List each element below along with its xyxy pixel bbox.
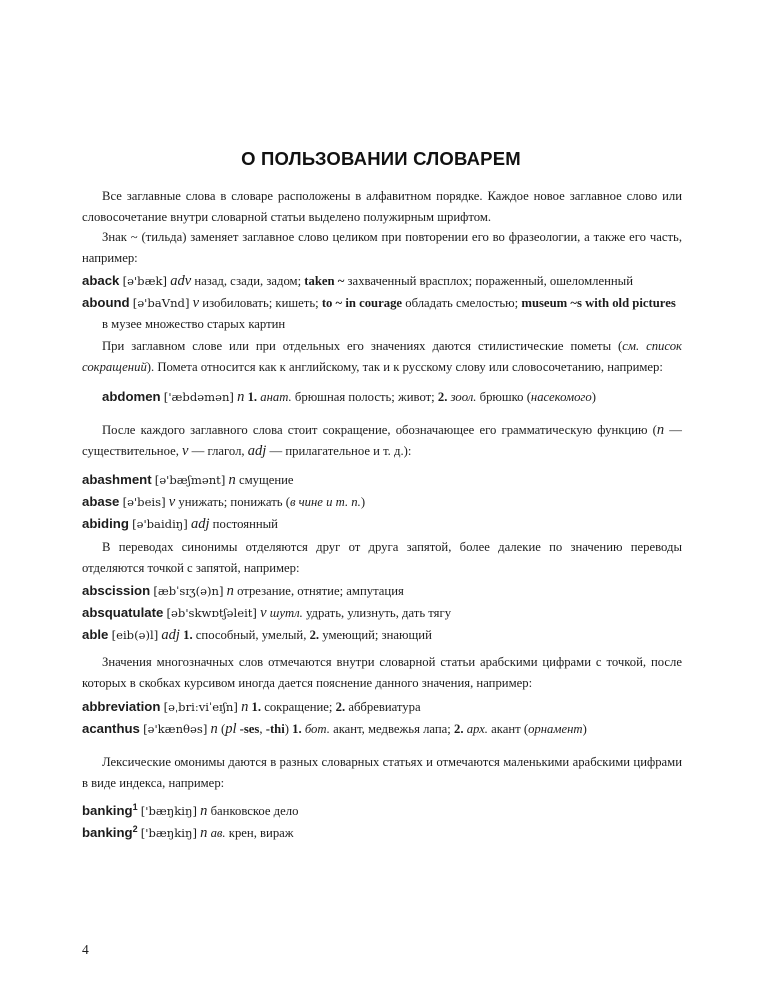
sense-number: 1. (247, 390, 258, 404)
entry-abdomen (82, 386, 682, 408)
abbr-n: n (656, 422, 665, 438)
usage-label: орнамент (528, 722, 583, 736)
para3-b: — существительное, (82, 423, 682, 458)
plural-form: -thi (265, 722, 285, 736)
para2-end: ). Помета относится как к английскому, так и к русскому слову или словосочетанию, например: (146, 359, 663, 374)
sense-number: 1. (183, 628, 193, 642)
translation: ) (360, 495, 366, 509)
para2-italic: см. список сокращений (82, 339, 682, 374)
translation: ) (591, 390, 596, 404)
headword: acanthus (82, 721, 140, 736)
entry-group-6 (82, 800, 682, 844)
para5-text: Значения многозначных слов отмечаются внутри словарной статьи арабскими цифрами с точкой, после которых в скобках курсивом иногда дается пояснение данного значения, например: (82, 655, 682, 690)
bracket: ( (217, 722, 226, 736)
entry-absquatulate (82, 602, 682, 624)
sense-number: 2. (437, 390, 448, 404)
entry-group-2 (82, 386, 682, 408)
translation: брюшко ( (476, 390, 531, 404)
headword: abiding (82, 516, 129, 531)
entry-aback (82, 270, 682, 292)
paragraph-senses (82, 652, 682, 693)
entry-group-5 (82, 696, 682, 740)
translation: аббревиатура (345, 700, 421, 714)
translation: унижать; понижать ( (175, 495, 290, 509)
headword: abdomen (102, 389, 161, 404)
translation: банковское дело (207, 804, 299, 818)
para2-text: При заглавном слове или при отдельных его значениях даются стилистические пометы ( (102, 339, 623, 353)
entry-abound-continuation: в музее множество старых картин (102, 317, 286, 331)
para4-text: В переводах синонимы отделяются друг от друга запятой, более далекие по значению переводы отделяются точкой с запятой, например: (82, 540, 682, 575)
headword: absquatulate (82, 605, 164, 620)
plural-form: -ses (236, 722, 260, 736)
entry-abscission (82, 580, 682, 602)
translation: сокращение; (261, 700, 336, 714)
headword: abound (82, 295, 130, 310)
translation: акант ( (487, 722, 529, 736)
translation: ) (582, 722, 587, 736)
page-number: 4 (82, 942, 89, 957)
part-of-speech: n (237, 389, 245, 405)
usage-label: ав. (210, 826, 226, 840)
intro-text-1: Все заглавные слова в словаре расположены в алфавитном порядке. Каждое новое заглавное слово или словосочетание внутри словарной статьи выделено полужирным шрифтом. (82, 189, 682, 224)
transcription: ['bæŋkiŋ] (140, 826, 197, 840)
phrase: to ~ in courage (321, 296, 403, 310)
transcription: [ə'kænθəs] (143, 722, 208, 736)
translation: обладать смелостью; (402, 296, 522, 310)
translation: изобиловать; кишеть; (199, 296, 322, 310)
transcription: [ə'baidiŋ] (132, 517, 188, 531)
headword: banking (82, 825, 133, 840)
part-of-speech: adj (190, 516, 210, 532)
usage-label: зоол. (450, 390, 477, 404)
usage-label: бот. (304, 722, 330, 736)
usage-label: арх. (466, 722, 488, 736)
translation: умеющий; знающий (319, 628, 432, 642)
separator: , (259, 722, 266, 736)
entry-group-4 (82, 580, 682, 646)
part-of-speech: v (168, 494, 176, 510)
para3-a: После каждого заглавного слова стоит сокращение, обозначающее его грамматическую функцию ( (102, 423, 657, 437)
intro-paragraph-1 (82, 186, 682, 227)
headword: aback (82, 273, 120, 288)
paragraph-grammar (82, 420, 682, 461)
entry-abound (82, 292, 682, 314)
entry-abashment (82, 469, 682, 491)
usage-label: шутл. (269, 606, 303, 620)
sense-number: 1. (292, 722, 302, 736)
homonym-index: 1 (132, 801, 138, 812)
translation: брюшная полость; живот; (291, 390, 438, 404)
bracket: ) (284, 722, 293, 736)
part-of-speech: n (228, 472, 236, 488)
transcription: [ə'beis] (122, 495, 166, 509)
transcription: [ə'bæk] (122, 274, 168, 288)
translation: способный, умелый, (192, 628, 310, 642)
headword: abscission (82, 583, 151, 598)
plural-label: pl (225, 721, 237, 737)
translation: крен, вираж (225, 826, 294, 840)
part-of-speech: adj (161, 627, 180, 643)
translation: акант, медвежья лапа; (329, 722, 454, 736)
translation: удрать, улизнуть, дать тягу (302, 606, 452, 620)
intro-text-2: Знак ~ (тильда) заменяет заглавное слово целиком при повторении его во фразеологии, а также его часть, например: (82, 230, 682, 265)
entry-abiding (82, 513, 682, 535)
translation: смущение (235, 473, 294, 487)
para3-c: — глагол, (188, 443, 248, 458)
entry-banking-2 (82, 822, 682, 844)
paragraph-homonyms (82, 752, 682, 793)
part-of-speech: n (226, 583, 234, 599)
translation: захваченный врасплох; пораженный, ошеломленный (344, 274, 633, 288)
part-of-speech: n (200, 825, 208, 841)
abbr-adj: adj (247, 442, 267, 459)
part-of-speech: v (260, 605, 267, 621)
part-of-speech: n (241, 699, 249, 715)
part-of-speech: n (210, 721, 218, 737)
phrase: taken ~ (304, 274, 345, 288)
phrase: museum ~s with old pictures (521, 296, 676, 310)
headword: able (82, 627, 109, 642)
transcription: [eib(ə)l] (111, 628, 159, 642)
headword: banking (82, 803, 133, 818)
part-of-speech: adv (170, 273, 192, 289)
transcription: [ə'bæʃmənt] (154, 473, 226, 487)
transcription: [əˌbriːviˈeɪʃn] (163, 700, 238, 714)
translation: назад, сзади, задом; (191, 274, 305, 288)
usage-label: анат. (260, 390, 292, 404)
intro-paragraph-2 (82, 227, 682, 268)
homonym-index: 2 (132, 823, 138, 834)
entry-group-1 (82, 270, 682, 335)
abbr-v: v (182, 442, 189, 459)
transcription: [ə'baVnd] (132, 296, 190, 310)
entry-able (82, 624, 682, 646)
entry-banking-1 (82, 800, 682, 822)
transcription: ['æbdəmən] (163, 390, 234, 404)
transcription: [æbˈsɪʒ(ə)n] (153, 584, 224, 598)
paragraph-synonyms (82, 537, 682, 578)
usage-label: насекомого (530, 390, 592, 404)
transcription: [əb'skwɒtʃəleit] (166, 606, 257, 620)
headword: abashment (82, 472, 152, 487)
usage-label: в чине и т. п. (289, 495, 361, 509)
translation: отрезание, отнятие; ампутация (233, 584, 404, 598)
sense-number: 2. (309, 628, 320, 642)
sense-number: 1. (251, 700, 262, 714)
headword: abase (82, 494, 120, 509)
para6-text: Лексические омонимы даются в разных словарных статьях и отмечаются маленькими арабскими цифрами в виде индекса, например: (82, 755, 682, 790)
entry-abase (82, 491, 682, 513)
translation: постоянный (209, 517, 278, 531)
part-of-speech: v (192, 295, 200, 311)
page-title: О ПОЛЬЗОВАНИИ СЛОВАРЕМ (241, 148, 521, 169)
entry-group-3 (82, 469, 682, 535)
entry-acanthus (82, 718, 682, 740)
paragraph-stylistic-labels (82, 336, 682, 377)
entry-abbreviation (82, 696, 682, 718)
part-of-speech: n (200, 803, 208, 819)
sense-number: 2. (454, 722, 464, 736)
transcription: ['bæŋkiŋ] (140, 804, 197, 818)
para3-d: — прилагательное и т. д.): (266, 443, 412, 458)
headword: abbreviation (82, 699, 161, 714)
sense-number: 2. (335, 700, 346, 714)
